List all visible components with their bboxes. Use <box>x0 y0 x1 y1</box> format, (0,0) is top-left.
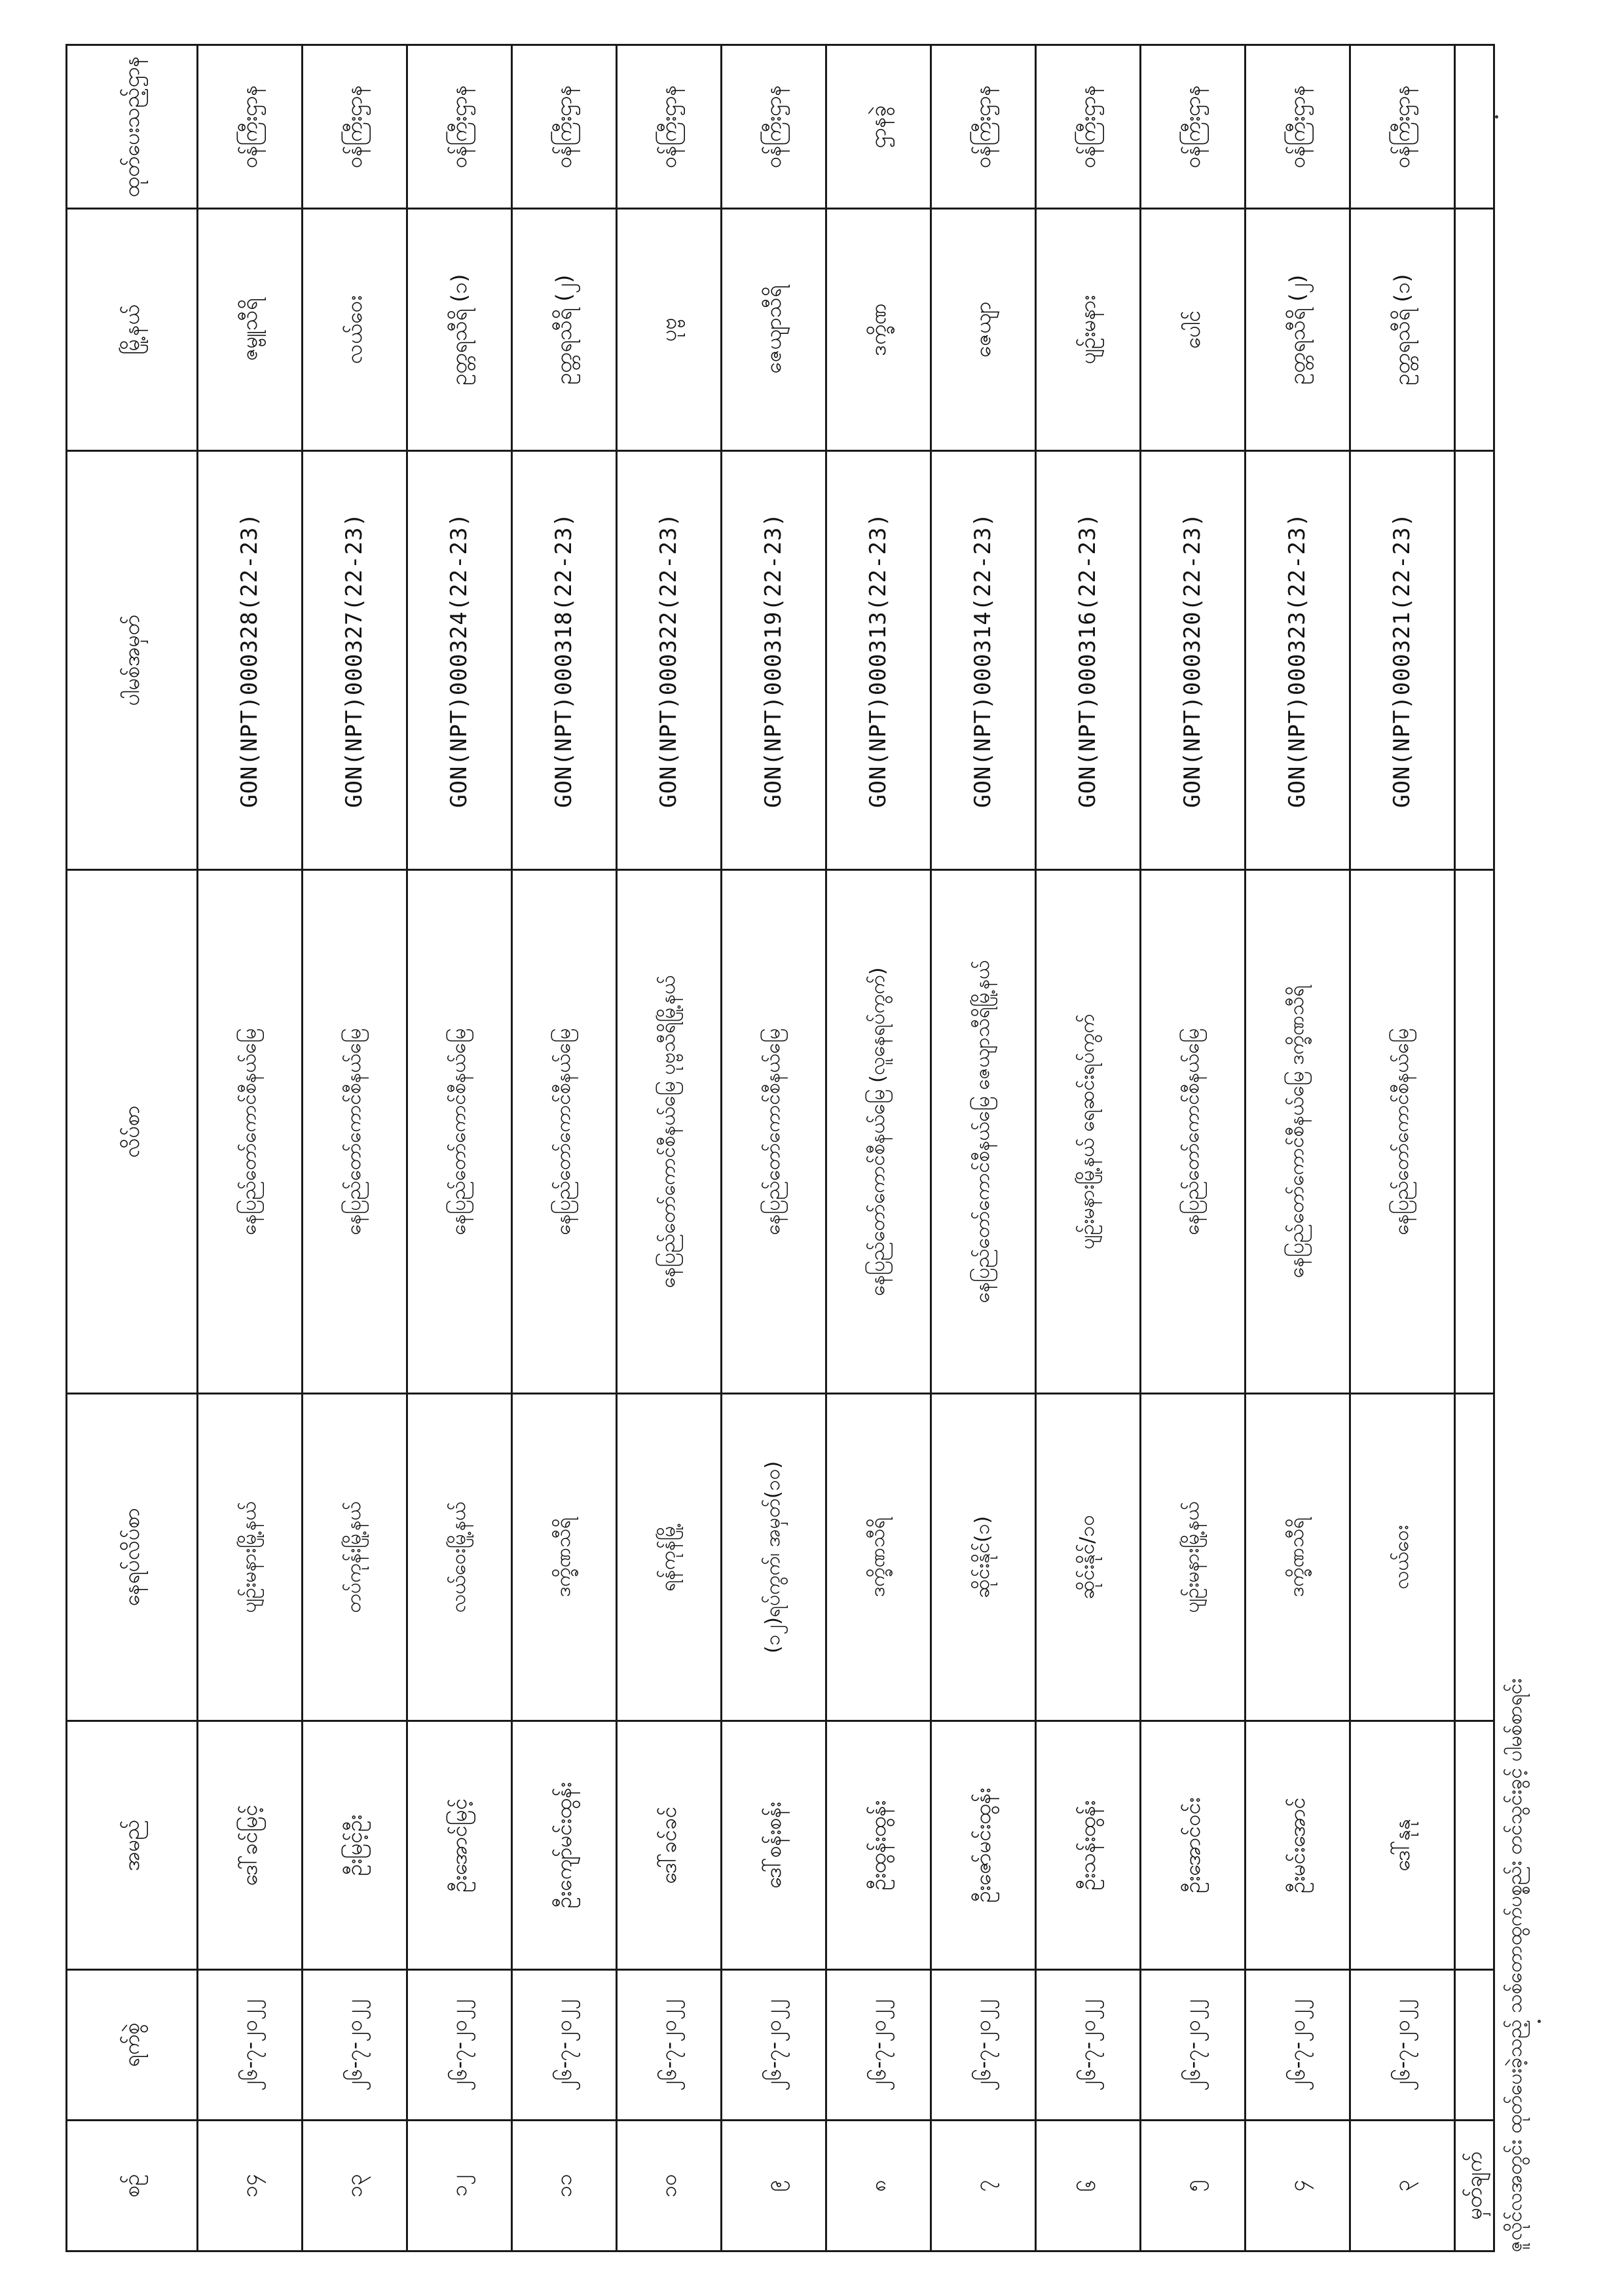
row-township: ဥတ္တရသီရိ (၁) <box>407 209 512 451</box>
row-address: ပျဉ်းမနားမြို့နယ် <box>198 1394 303 1721</box>
row-location: နေပြည်တော်ကောင်စီနယ်မြေ <box>198 870 303 1394</box>
row-name: ဒေါ်ခင်ခင် <box>617 1721 722 1970</box>
row-no: ၁၄ <box>198 2121 303 2251</box>
remarks-cell <box>1455 1721 1494 1970</box>
table-header-row <box>67 45 198 2251</box>
row-location: နေပြည်တော်ကောင်စီနယ်မြေ <box>1141 870 1246 1394</box>
row-date: ၂၆-၇-၂၀၂၂ <box>722 1970 826 2121</box>
row-name: ဦးမင်းအောင် <box>1246 1721 1350 1970</box>
row-no: ၅ <box>1141 2121 1246 2251</box>
row-no: ၆ <box>1036 2121 1141 2251</box>
row-location: နေပြည်တော်ကောင်စီနယ်မြေ <box>722 870 826 1394</box>
row-office: ဝန်ကြီးဌာန <box>1036 45 1141 209</box>
row-date: ၂၆-၇-၂၀၂၂ <box>617 1970 722 2121</box>
row-no: ၉ <box>722 2121 826 2251</box>
table-row <box>1141 45 1246 2251</box>
row-name: ဦးမြင့်ဦး <box>303 1721 407 1970</box>
scan-speck <box>1495 115 1498 118</box>
row-name: ဦးအောင်ဝင်း <box>1141 1721 1246 1970</box>
row-name: ဒေါ်စန်းစန်း <box>722 1721 826 1970</box>
row-date: ၂၆-၇-၂၀၂၂ <box>303 1970 407 2121</box>
row-office: ဝန်ကြီးဌာန <box>303 45 407 209</box>
table-row <box>617 45 722 2251</box>
table-caption: ဇူလိုင်လအတွင်း ထုတ်ပေးခဲ့သည့် သစ်တောထွက်ပစ္စည်း တင်သွင်းခွင့် ပါမစ်စာရင်း <box>1504 1678 1526 2252</box>
row-date: ၂၆-၇-၂၀၂၂ <box>512 1970 617 2121</box>
row-location: နေပြည်တော်ကောင်စီနယ်မြေ ဒက္ခိဏသီရိ <box>1246 870 1350 1394</box>
row-township: ဥတ္တရသီရိ (၁) <box>1350 209 1455 451</box>
header-township: မြို့နယ် <box>67 209 198 451</box>
remarks-label: မှတ်ချက် <box>1455 2121 1494 2251</box>
table-row <box>1036 45 1141 2251</box>
scan-speck <box>1538 2020 1541 2023</box>
row-address: ဒက္ခိဏသီရိ <box>826 1394 931 1721</box>
row-address: ရန်ကုန်မြို့ <box>617 1394 722 1721</box>
permit-register-sheet <box>65 46 1526 2252</box>
row-location: ပျဉ်းမနားမြို့နယ် ရေဆင်းရပ်ကွက် <box>1036 870 1141 1394</box>
table-row <box>512 45 617 2251</box>
row-no: ၁၁ <box>512 2121 617 2251</box>
table-row <box>722 45 826 2251</box>
row-date: ၂၆-၇-၂၀၂၂ <box>407 1970 512 2121</box>
row-permit: GON(NPT)000313(22-23) <box>826 451 931 870</box>
row-office: ဝန်ကြီးဌာန <box>722 45 826 209</box>
row-date: ၂၆-၇-၂၀၂၂ <box>1141 1970 1246 2121</box>
row-name: ဒေါ်ခင်မြင့် <box>198 1721 303 1970</box>
row-location: နေပြည်တော်ကောင်စီနယ်မြေ <box>407 870 512 1394</box>
header-no: စဉ် <box>67 2121 198 2251</box>
row-location: နေပြည်တော်ကောင်စီနယ်မြေ <box>1350 870 1455 1394</box>
row-address: ဒက္ခိဏသီရိ <box>1246 1394 1350 1721</box>
row-township: ပေါင် <box>1141 209 1246 451</box>
row-address: (၁၂)ရပ်ကွက်၊ အမှတ်(၁၀) <box>722 1394 826 1721</box>
row-office: ဝန်ကြီးဌာန <box>1350 45 1455 209</box>
row-permit: GON(NPT)000323(22-23) <box>1246 451 1350 870</box>
row-township: ပုဗ္ဗ <box>617 209 722 451</box>
row-name: ဦးအောင်မြင့် <box>407 1721 512 1970</box>
header-location: လိပ်စာ <box>67 870 198 1394</box>
row-date: ၂၆-၇-၂၀၂၂ <box>1350 1970 1455 2121</box>
row-location: နေပြည်တော်ကောင်စီနယ်မြေ ပုဗ္ဗသီရိမြို့နယ် <box>617 870 722 1394</box>
row-township: ဒက္ခိဏ <box>826 209 931 451</box>
remarks-cell <box>1455 45 1494 209</box>
row-office: ဝန်ကြီးဌာန <box>512 45 617 209</box>
header-address: နေရပ်လိပ်စာ <box>67 1394 198 1721</box>
remarks-row <box>1455 45 1494 2251</box>
row-name: ဦးကျော်မင်းထွန်း <box>512 1721 617 1970</box>
table-row <box>198 45 303 2251</box>
row-location: နေပြည်တော်ကောင်စီနယ်မြေ ဇေယျာသီရိမြို့နယ် <box>931 870 1036 1394</box>
table-row <box>1246 45 1350 2251</box>
row-township: လယ်ဝေး <box>303 209 407 451</box>
row-address: တပ်ကုန်းမြို့နယ် <box>303 1394 407 1721</box>
row-permit: GON(NPT)000314(22-23) <box>931 451 1036 870</box>
row-date: ၂၆-၇-၂၀၂၂ <box>1036 1970 1141 2121</box>
remarks-cell <box>1455 1970 1494 2121</box>
row-office: ဝန်ကြီးဌာန <box>407 45 512 209</box>
row-no: ၃ <box>1350 2121 1455 2251</box>
row-date: ၂၆-၇-၂၀၂၂ <box>198 1970 303 2121</box>
row-date: ၂၆-၇-၂၀၂၂ <box>1246 1970 1350 2121</box>
row-township: ဥတ္တရသီရိ (၂) <box>512 209 617 451</box>
header-office: ထုတ်ပေးသည့်ဌာန <box>67 45 198 209</box>
row-address: ဆိုင်းနိုင်(၁) <box>931 1394 1036 1721</box>
row-address: ဒက္ခိဏသီရိ <box>512 1394 617 1721</box>
row-date: ၂၆-၇-၂၀၂၂ <box>931 1970 1036 2121</box>
row-permit: GON(NPT)000318(22-23) <box>512 451 617 870</box>
remarks-cell <box>1455 209 1494 451</box>
row-no: ၄ <box>1246 2121 1350 2251</box>
row-address: ပျဉ်းမနားမြို့နယ် <box>1141 1394 1246 1721</box>
row-date: ၂၆-၇-၂၀၂၂ <box>826 1970 931 2121</box>
table-row <box>1350 45 1455 2251</box>
row-permit: GON(NPT)000328(22-23) <box>198 451 303 870</box>
row-permit: GON(NPT)000327(22-23) <box>303 451 407 870</box>
row-name: ဦးသန်းထွန်း <box>1036 1721 1141 1970</box>
remarks-cell <box>1455 870 1494 1394</box>
row-permit: GON(NPT)000320(22-23) <box>1141 451 1246 870</box>
table-row <box>407 45 512 2251</box>
table-body <box>198 45 1494 2251</box>
table-row <box>931 45 1036 2251</box>
row-township: ဇေယျာသီရိ <box>722 209 826 451</box>
row-name: ဦးထွန်းထွန်း <box>826 1721 931 1970</box>
row-township: ဇေယျာ <box>931 209 1036 451</box>
permit-table <box>65 44 1495 2252</box>
row-permit: GON(NPT)000319(22-23) <box>722 451 826 870</box>
row-no: ၇ <box>931 2121 1036 2251</box>
row-office: ဝန်ကြီးဌာန <box>617 45 722 209</box>
row-no: ၁၂ <box>407 2121 512 2251</box>
row-no: ၁၀ <box>617 2121 722 2251</box>
row-township: ဇမ္ဗူသီရိ <box>198 209 303 451</box>
row-address: လယ်ဝေးမြို့နယ် <box>407 1394 512 1721</box>
row-permit: GON(NPT)000321(22-23) <box>1350 451 1455 870</box>
row-location: နေပြည်တော်ကောင်စီနယ်မြေ <box>512 870 617 1394</box>
row-name: ဒေါ်နုနု <box>1350 1721 1455 1970</box>
table-row <box>303 45 407 2251</box>
row-location: နေပြည်တော်ကောင်စီနယ်မြေ (လူနေရပ်ကွက်) <box>826 870 931 1394</box>
row-office: ဌာနခွဲ <box>826 45 931 209</box>
row-no: ၈ <box>826 2121 931 2251</box>
row-office: ဝန်ကြီးဌာန <box>931 45 1036 209</box>
row-permit: GON(NPT)000324(22-23) <box>407 451 512 870</box>
row-no: ၁၃ <box>303 2121 407 2251</box>
row-township: ပျဉ်းမနား <box>1036 209 1141 451</box>
remarks-cell <box>1455 451 1494 870</box>
row-office: ဝန်ကြီးဌာန <box>1246 45 1350 209</box>
header-permit: ပါမစ်အမှတ် <box>67 451 198 870</box>
row-permit: GON(NPT)000322(22-23) <box>617 451 722 870</box>
row-location: နေပြည်တော်ကောင်စီနယ်မြေ <box>303 870 407 1394</box>
table-row <box>826 45 931 2251</box>
row-office: ဝန်ကြီးဌာန <box>198 45 303 209</box>
row-permit: GON(NPT)000316(22-23) <box>1036 451 1141 870</box>
header-date: ရက်စွဲ <box>67 1970 198 2121</box>
header-name: အမည် <box>67 1721 198 1970</box>
row-address: လယ်ဝေး <box>1350 1394 1455 1721</box>
row-township: ဥတ္တရသီရိ (၂) <box>1246 209 1350 451</box>
row-address: ဆိုင်းနိုင်/၁၀ <box>1036 1394 1141 1721</box>
remarks-cell <box>1455 1394 1494 1721</box>
row-name: ဦးဇော်မင်းထွန်း <box>931 1721 1036 1970</box>
row-office: ဝန်ကြီးဌာန <box>1141 45 1246 209</box>
